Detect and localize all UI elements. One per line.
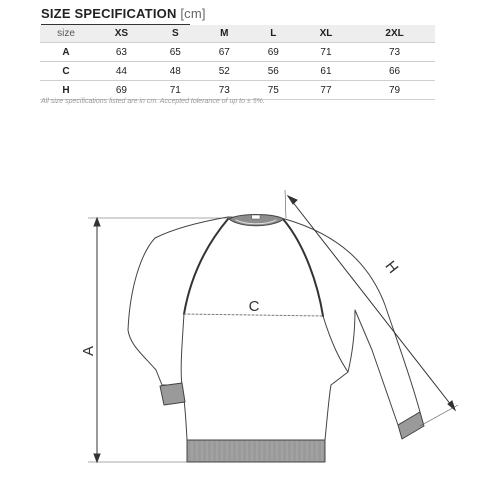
table-cell: 67 [200, 43, 249, 62]
neck-label [252, 215, 260, 219]
spec-title-unit: [cm] [180, 6, 206, 21]
header-cell: XL [298, 25, 354, 43]
dimension-c-label: C [248, 298, 260, 315]
left-sleeve-line [181, 314, 184, 385]
header-cell: L [249, 25, 298, 43]
right-cuff [398, 412, 424, 439]
table-cell: 44 [92, 62, 151, 81]
table-cell: 66 [354, 62, 435, 81]
right-sleeve-line [323, 316, 348, 372]
dimension-a-label: A [80, 345, 97, 357]
table-cell: 61 [298, 62, 354, 81]
row-label: A [40, 43, 92, 62]
header-cell: M [200, 25, 249, 43]
table-cell: 63 [92, 43, 151, 62]
dimension-h-tick-top [285, 190, 286, 218]
dimension-h-arrow-top [288, 196, 297, 204]
table-cell: 71 [151, 81, 200, 100]
table-cell: 73 [354, 43, 435, 62]
table-cell: 48 [151, 62, 200, 81]
header-cell: S [151, 25, 200, 43]
table-cell: 69 [249, 43, 298, 62]
table-cell: 52 [200, 62, 249, 81]
dimension-a-arrow-top [94, 218, 100, 226]
table-cell: 71 [298, 43, 354, 62]
sweatshirt-outline [128, 217, 420, 440]
table-cell: 65 [151, 43, 200, 62]
table-cell: 75 [249, 81, 298, 100]
table-cell: 69 [92, 81, 151, 100]
dimension-h-label: H [381, 257, 402, 277]
row-label: H [40, 81, 92, 100]
left-raglan-seam [184, 219, 228, 314]
table-cell: 79 [354, 81, 435, 100]
waistband [187, 440, 325, 462]
left-cuff [160, 383, 185, 405]
table-cell: 56 [249, 62, 298, 81]
table-cell: 77 [298, 81, 354, 100]
dimension-a-arrow-bottom [94, 454, 100, 462]
table-cell: 73 [200, 81, 249, 100]
header-cell: XS [92, 25, 151, 43]
header-cell: 2XL [354, 25, 435, 43]
spec-title-text: SIZE SPECIFICATION [41, 6, 177, 21]
header-cell: size [40, 25, 92, 43]
row-label: C [40, 62, 92, 81]
dimension-h-line [288, 196, 455, 410]
tolerance-note: All size specifications listed are in cm. Accepted tolerance of up to ± 5%. [41, 98, 265, 105]
